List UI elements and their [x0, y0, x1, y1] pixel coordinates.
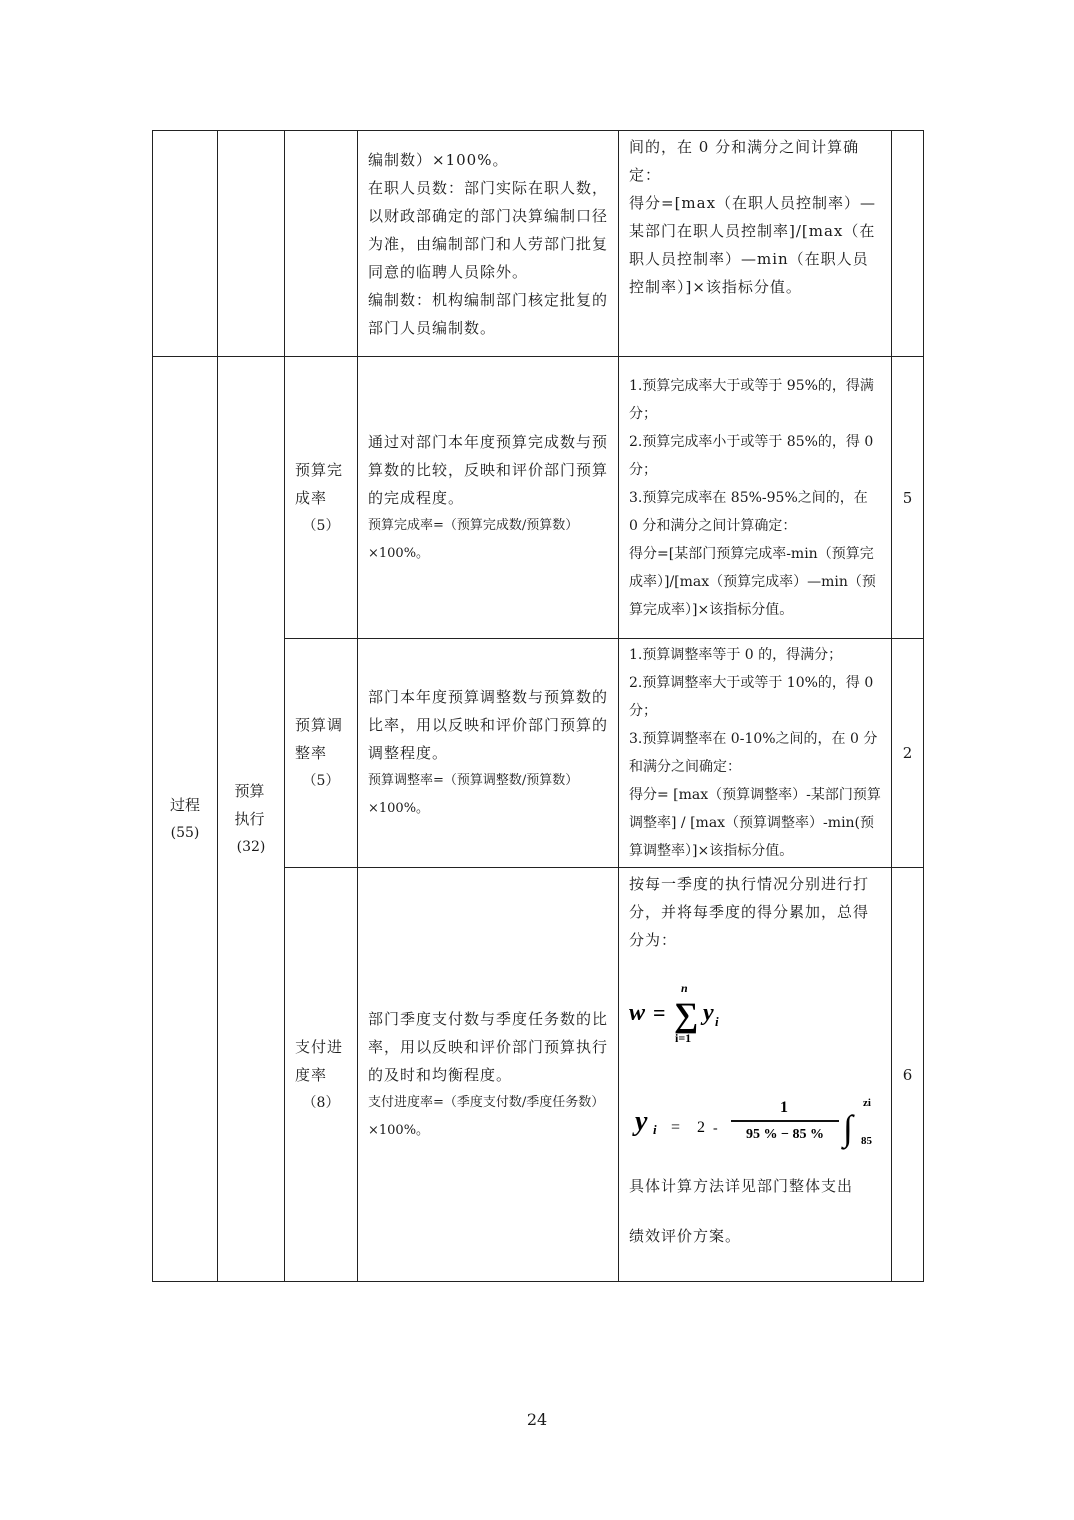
page-number: 24 — [526, 1410, 548, 1429]
indicator-points: （5） — [302, 517, 340, 534]
indicator-label: 预算调整率 — [295, 716, 344, 762]
description-line: 部门季度支付数与季度任务数的比率，用以反映和评价部门预算执行的及时和均衡程度。 — [368, 1009, 609, 1084]
description-formula: 预算完成率=（预算完成数/预算数）×100%。 — [368, 517, 579, 561]
indicator-points: （8） — [302, 1094, 340, 1111]
description-line: 编制数：机构编制部门核定批复的部门人员编制数。 — [368, 290, 609, 337]
rule-line: 1.预算完成率大于或等于 95%的，得满分； — [629, 377, 874, 422]
formula-w — [629, 980, 881, 1050]
formula-y-equals: = — [671, 1119, 681, 1136]
score-cell: 5 — [892, 357, 924, 639]
indicator-label: 支付进度率 — [295, 1037, 344, 1084]
description-line: 通过对部门本年度预算完成数与预算数的比较，反映和评价部门预算的完成程度。 — [368, 432, 609, 507]
rule-outro: 绩效评价方案。 — [629, 1227, 742, 1245]
formula-w-sub: i — [715, 1014, 719, 1029]
indicator-cell — [285, 868, 358, 1282]
rule-line: 得分=[某部门预算完成率-min（预算完成率）]/[max（预算完成率）—min（预算完成率）]×该指标分值。 — [629, 545, 876, 618]
empty-cell — [153, 131, 218, 357]
subcategory-cell — [218, 357, 285, 1282]
indicator-description — [358, 868, 619, 1282]
indicator-cell — [285, 357, 358, 639]
formula-y-int-bottom: 85 — [861, 1135, 872, 1147]
rule-line: 得分=[max（在职人员控制率）—某部门在职人员控制率]/[max（在职人员控制率）—min（在职人员控制率）]×该指标分值。 — [629, 194, 877, 296]
formula-w-sum-top: n — [681, 981, 688, 995]
description-formula: 预算调整率=（预算调整数/预算数）×100%。 — [368, 773, 579, 816]
formula-w-sum-bottom: i=1 — [675, 1031, 692, 1045]
empty-cell — [285, 131, 358, 357]
indicator-description — [358, 357, 619, 639]
rule-line: 1.预算调整率等于 0 的，得满分； — [629, 647, 843, 663]
empty-cell — [892, 131, 924, 357]
description-line: 部门本年度预算调整数与预算数的比率，用以反映和评价部门预算的调整程度。 — [368, 688, 609, 762]
integral-icon: ∫ — [843, 1108, 853, 1148]
formula-y-frac-den: 95 % − 85 % — [746, 1127, 824, 1142]
rule-outro: 具体计算方法详见部门整体支出 — [629, 1177, 854, 1195]
formula-y-lhs: y — [635, 1106, 648, 1137]
subcategory-points: (32) — [236, 839, 266, 855]
empty-cell — [218, 131, 285, 357]
formula-y-sub: i — [653, 1122, 657, 1137]
indicator-label: 预算完成率 — [295, 460, 344, 507]
rule-line: 得分= [max（预算调整率）-某部门预算调整率] / [max（预算调整率）-min(预算调整率）]×该指标分值。 — [629, 787, 881, 859]
score-cell: 2 — [892, 639, 924, 868]
scoring-rule — [619, 639, 892, 868]
category-label: 过程 — [169, 796, 200, 814]
description-line: 在职人员数：部门实际在职人数，以财政部确定的部门决算编制口径为准，由编制部门和人劳部门批复同意的临聘人员除外。 — [368, 178, 609, 281]
rule-line: 2.预算完成率小于或等于 85%的，得 0 分； — [629, 433, 874, 478]
formula-w-lhs: w — [629, 1000, 646, 1026]
indicator-description — [358, 639, 619, 868]
formula-y — [629, 1094, 891, 1150]
scoring-rule — [619, 131, 892, 357]
rule-line: 2.预算调整率大于或等于 10%的，得 0 分； — [629, 675, 874, 719]
evaluation-table — [152, 130, 924, 1282]
score-cell: 6 — [892, 868, 924, 1282]
formula-w-term: y — [703, 1000, 714, 1026]
formula-y-frac-num: 1 — [780, 1099, 788, 1116]
scoring-rule — [619, 357, 892, 639]
scoring-rule — [619, 868, 892, 1282]
formula-y-minus: - — [713, 1121, 718, 1136]
rule-intro: 按每一季度的执行情况分别进行打分，并将每季度的得分累加，总得分为： — [629, 875, 870, 949]
rule-line: 3.预算调整率在 0-10%之间的，在 0 分和满分之间确定： — [629, 731, 878, 775]
formula-y-two: 2 — [697, 1119, 705, 1136]
formula-y-int-top: zi — [863, 1097, 871, 1109]
indicator-points: （5） — [302, 773, 340, 789]
table-row-carryover — [153, 131, 924, 357]
rule-line: 3.预算完成率在 85%-95%之间的，在 0 分和满分之间计算确定： — [629, 489, 868, 534]
subcategory-label: 预算执行 — [234, 782, 265, 828]
indicator-cell — [285, 639, 358, 868]
rule-line: 间的，在 0 分和满分之间计算确定： — [629, 138, 860, 184]
indicator-description — [358, 131, 619, 357]
description-line: 编制数）×100%。 — [368, 150, 509, 169]
description-formula: 支付进度率=（季度支付数/季度任务数）×100%。 — [368, 1094, 605, 1138]
category-points: (55) — [170, 825, 200, 841]
table-row-budget-completion — [153, 357, 924, 639]
sigma-icon: ∑ — [674, 997, 699, 1034]
category-cell — [153, 357, 218, 1282]
formula-w-equals: = — [653, 1000, 666, 1025]
